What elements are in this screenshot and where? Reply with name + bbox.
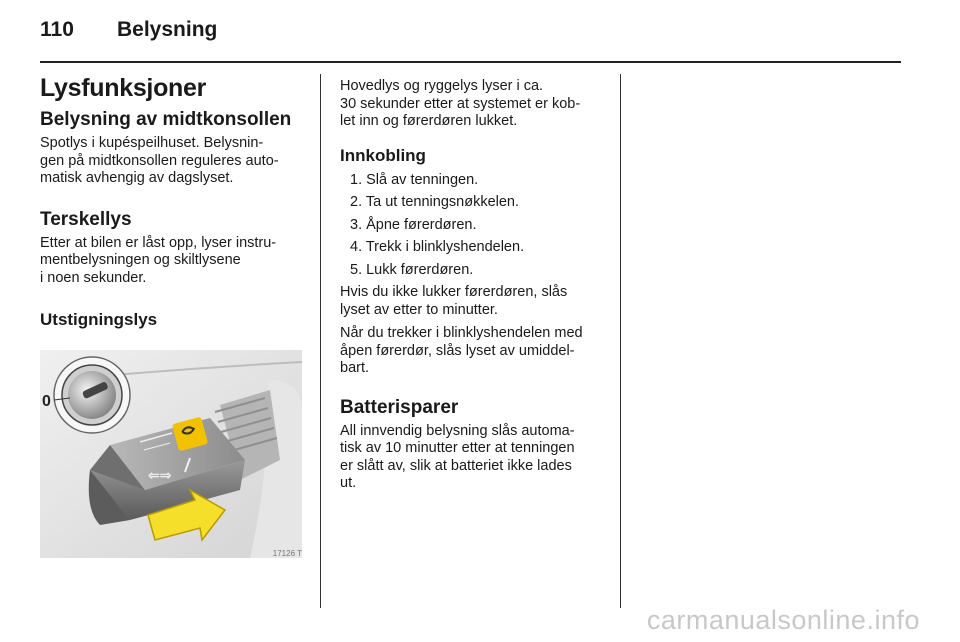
threshold-text-line: i noen sekunder. [40,269,147,286]
step-item: 4. Trekk i blinklyshendelen. [350,239,525,255]
activation-steps [340,172,608,280]
intro-text-line: Hovedlys og ryggelys lyser i ca. [340,78,544,94]
battery-text-line: tisk av 10 minutter etter at tenningen [340,440,575,456]
note-text-line: bart. [340,360,370,376]
watermark: carmanualsonline.info [646,605,920,635]
battery-heading: Batterisparer [340,396,459,418]
threshold-text-line: Etter at bilen er låst opp, lyser instru- [40,234,277,251]
step-item: 3. Åpne førerdøren. [350,216,477,233]
threshold-heading: Terskellys [40,208,132,230]
note-text-line: åpen førerdør, slås lyset av umiddel- [340,342,575,359]
step-item: 2. Ta ut tenningsnøkkelen. [350,194,520,210]
console-text-line: matisk avhengig av dagslyset. [40,170,234,186]
svg-text:⇐⇒: ⇐⇒ [148,467,172,483]
battery-text-line: All innvendig belysning slås automa- [340,422,575,439]
figure-code: 17126 T [272,549,302,558]
middle-column [340,78,608,493]
battery-text-line: er slått av, slik at batteriet ikke lades [340,457,572,474]
battery-text-line: ut. [340,475,357,491]
console-text-line: gen på midtkonsollen reguleres auto- [40,152,279,169]
intro-text-line: let inn og førerdøren lukket. [340,113,518,129]
activation-heading: Innkobling [340,145,426,165]
threshold-text-line: mentbelysningen og skiltlysene [40,252,241,268]
left-column [40,72,308,331]
note-text-line: Når du trekker i blinklyshendelen med [340,325,583,341]
section-title: Belysning [117,18,218,41]
note-text-line: Hvis du ikke lukker førerdøren, slås [340,284,568,300]
page-number: 110 [40,18,74,41]
page-header [40,18,900,48]
lever-illustration [40,350,302,558]
console-text-line: Spotlys i kupéspeilhuset. Belysnin- [40,135,264,151]
note-text-line: lyset av etter to minutter. [340,301,498,318]
zero-label: 0 [42,393,51,410]
header-rule [40,61,901,63]
lever-figure [40,350,302,558]
console-heading: Belysning av midtkonsollen [40,109,292,130]
column-divider [620,74,621,608]
main-heading: Lysfunksjoner [40,74,207,102]
exit-light-heading: Utstigningslys [40,310,158,329]
column-divider [320,74,321,608]
intro-text-line: 30 sekunder etter at systemet er kob- [340,95,581,112]
step-item: 1. Slå av tenningen. [350,171,479,188]
step-item: 5. Lukk førerdøren. [350,261,474,278]
